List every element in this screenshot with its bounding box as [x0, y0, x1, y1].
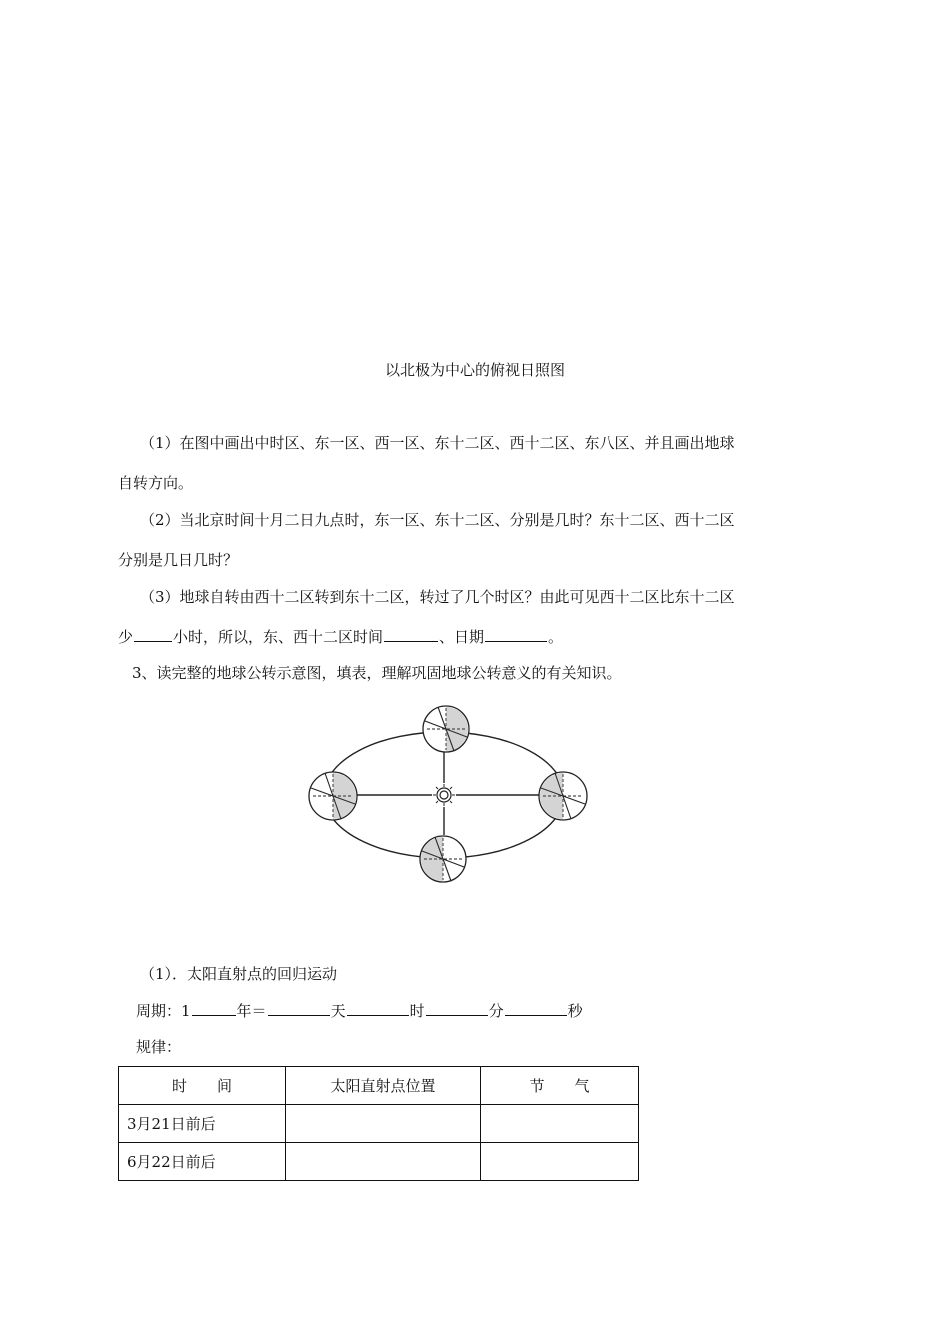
- header-position: 太阳直射点位置: [286, 1067, 481, 1105]
- period-day: 天: [330, 1002, 346, 1020]
- second-blank[interactable]: [505, 1000, 567, 1016]
- question-3-line-1: （3）地球自转由西十二区转到东十二区，转过了几个时区？由此可见西十二区比东十二区: [140, 588, 735, 606]
- question-1-line-1: （1）在图中画出中时区、东一区、西一区、东十二区、西十二区、东八区、并且画出地球: [140, 434, 735, 452]
- figure-caption: 以北极为中心的俯视日照图: [384, 361, 565, 379]
- header-solar-term: 节 气: [481, 1067, 639, 1105]
- section-3-title: 3、读完整的地球公转示意图，填表，理解巩固地球公转意义的有关知识。: [132, 664, 622, 682]
- row-2-solar-term[interactable]: [481, 1143, 639, 1181]
- day-blank[interactable]: [268, 1000, 330, 1016]
- row-2-position[interactable]: [286, 1143, 481, 1181]
- period-year: 年＝: [236, 1002, 267, 1020]
- table-header-row: [119, 1067, 639, 1105]
- row-1-time: 3月21日前后: [119, 1105, 286, 1143]
- row-2-time: 6月22日前后: [119, 1143, 286, 1181]
- table-row: [119, 1143, 639, 1181]
- hours-blank[interactable]: [134, 626, 172, 642]
- q3-text-2: 小时，所以，东、西十二区时间: [173, 628, 384, 646]
- question-2-line-1: （2）当北京时间十月二日九点时，东一区、东十二区、分别是几时？东十二区、西十二区: [140, 511, 735, 529]
- period-line: [136, 1000, 583, 1021]
- earth-icon-bottom: [420, 836, 466, 882]
- row-1-solar-term[interactable]: [481, 1105, 639, 1143]
- period-label: 周期：1: [136, 1002, 191, 1020]
- subsolar-point-table: [118, 1066, 639, 1181]
- time-blank[interactable]: [384, 626, 438, 642]
- period-second: 秒: [567, 1002, 583, 1020]
- question-3-line-2: [118, 626, 563, 647]
- earth-icon-left: [309, 772, 357, 820]
- row-1-position[interactable]: [286, 1105, 481, 1143]
- year-blank[interactable]: [192, 1000, 236, 1016]
- date-blank[interactable]: [485, 626, 547, 642]
- earth-icon-top: [423, 706, 469, 752]
- header-time: 时 间: [119, 1067, 286, 1105]
- q3-text-3: 、日期: [439, 628, 485, 646]
- minute-blank[interactable]: [426, 1000, 488, 1016]
- earth-icon-right: [539, 772, 587, 820]
- period-minute: 分: [488, 1002, 504, 1020]
- question-2-line-2: 分别是几日几时？: [118, 551, 239, 569]
- earth-revolution-diagram: [300, 700, 600, 890]
- period-hour: 时: [409, 1002, 425, 1020]
- rule-label: 规律：: [136, 1038, 182, 1056]
- table-row: [119, 1105, 639, 1143]
- subsection-1-title: （1）．太阳直射点的回归运动: [140, 965, 338, 983]
- sun-icon: [433, 784, 455, 806]
- q3-text-4: 。: [548, 628, 564, 646]
- question-1-line-2: 自转方向。: [118, 474, 194, 492]
- q3-text-1: 少: [118, 628, 134, 646]
- hour-blank[interactable]: [347, 1000, 409, 1016]
